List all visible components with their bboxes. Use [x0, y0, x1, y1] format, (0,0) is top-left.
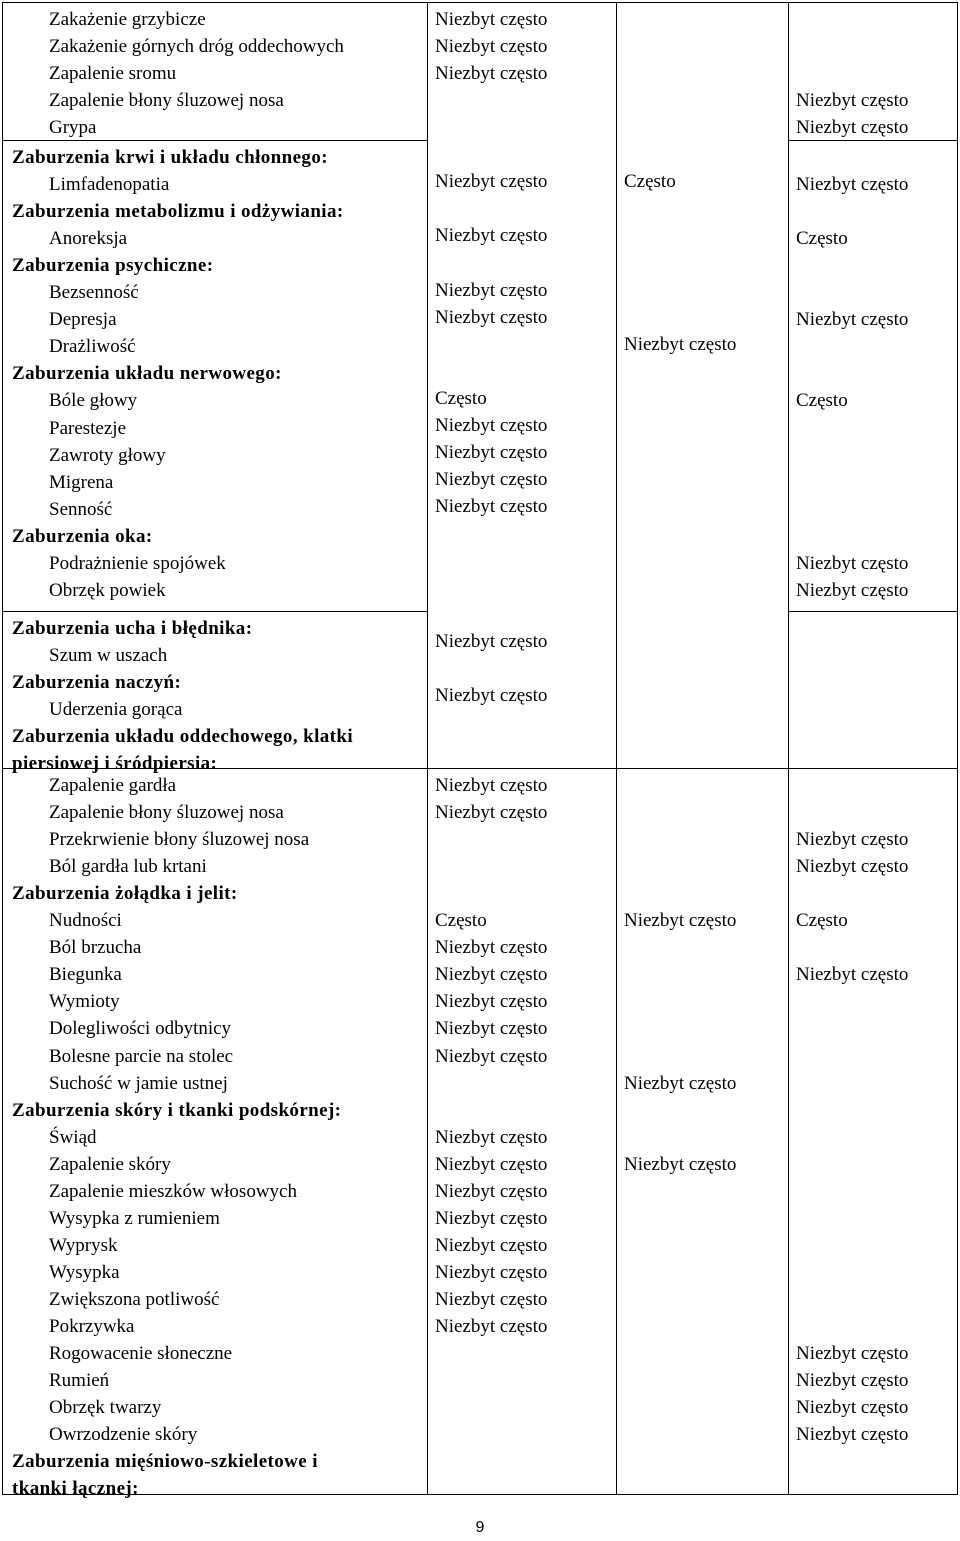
- frequency-column-3-block-3: [789, 612, 958, 769]
- frequency-value: Niezbyt często: [435, 802, 548, 824]
- reaction-label: Biegunka: [49, 964, 122, 986]
- section-heading: tkanki łącznej:: [12, 1478, 139, 1500]
- reaction-label: Wysypka z rumieniem: [49, 1207, 220, 1229]
- frequency-value: Niezbyt często: [435, 1126, 548, 1148]
- reaction-label: Pokrzywka: [49, 1316, 135, 1337]
- reaction-label: Rogowacenie słoneczne: [49, 1343, 233, 1365]
- reaction-label: Bóle głowy: [49, 390, 138, 412]
- frequency-column-2-block-1: [617, 3, 789, 769]
- frequency-value: Niezbyt często: [796, 174, 909, 196]
- frequency-value: Niezbyt często: [435, 441, 548, 463]
- reaction-label: Senność: [49, 498, 113, 520]
- frequency-value: Niezbyt często: [796, 309, 909, 331]
- reaction-label: Dolegliwości odbytnicy: [49, 1018, 232, 1040]
- section-heading: Zaburzenia żołądka i jelit:: [12, 883, 238, 905]
- reaction-label: Zapalenie skóry: [49, 1153, 171, 1175]
- section-heading: Zaburzenia układu nerwowego:: [12, 363, 282, 385]
- reaction-label: Zapalenie mieszków włosowych: [49, 1180, 297, 1202]
- frequency-value: Niezbyt często: [435, 775, 548, 796]
- frequency-value: Niezbyt często: [435, 279, 548, 301]
- frequency-value: Niezbyt często: [435, 1153, 548, 1175]
- frequency-value: Niezbyt często: [796, 90, 909, 112]
- reaction-column-block-4: [3, 769, 428, 1500]
- frequency-column-3-block-2: [789, 141, 958, 612]
- reaction-label: Zwiększona potliwość: [49, 1288, 220, 1310]
- frequency-value: Niezbyt często: [435, 9, 548, 30]
- frequency-value: Niezbyt często: [435, 225, 548, 247]
- frequency-value: Często: [796, 910, 848, 932]
- reaction-label: Szum w uszach: [49, 645, 168, 667]
- frequency-value: Niezbyt często: [435, 991, 548, 1013]
- reaction-label: Wymioty: [49, 991, 120, 1013]
- reaction-label: Zakażenie grzybicze: [49, 9, 206, 30]
- reaction-label: Migrena: [49, 471, 114, 493]
- reaction-label: Grypa: [49, 117, 97, 139]
- reaction-label: Anoreksja: [49, 228, 128, 250]
- frequency-value: Niezbyt często: [435, 171, 548, 193]
- section-heading: Zaburzenia naczyń:: [12, 672, 182, 694]
- reaction-label: Ból brzucha: [49, 937, 142, 959]
- frequency-value: Niezbyt często: [435, 937, 548, 959]
- reaction-label: Zapalenie błony śluzowej nosa: [49, 802, 284, 824]
- reaction-label: Obrzęk twarzy: [49, 1397, 162, 1419]
- frequency-value: Niezbyt często: [796, 1343, 909, 1365]
- section-heading: piersiowej i śródpiersia:: [12, 753, 218, 775]
- frequency-value: Niezbyt często: [435, 63, 548, 85]
- frequency-value: Niezbyt często: [435, 414, 548, 436]
- section-heading: Zaburzenia układu oddechowego, klatki: [12, 726, 354, 748]
- reaction-label: Zawroty głowy: [49, 444, 166, 466]
- frequency-value: Niezbyt często: [435, 964, 548, 986]
- frequency-value: Niezbyt często: [796, 579, 909, 601]
- frequency-value: Niezbyt często: [435, 495, 548, 517]
- reaction-label: Przekrwienie błony śluzowej nosa: [49, 829, 310, 851]
- frequency-value: Niezbyt często: [796, 964, 909, 986]
- reaction-column-block-2: [3, 141, 428, 612]
- section-heading: Zaburzenia mięśniowo-szkieletowe i: [12, 1451, 318, 1473]
- frequency-value: Często: [796, 390, 848, 412]
- frequency-value: Niezbyt często: [796, 117, 909, 139]
- frequency-column-2-block-4: [617, 769, 789, 1495]
- section-heading: Zaburzenia ucha i błędnika:: [12, 618, 253, 639]
- reaction-label: Uderzenia gorąca: [49, 699, 183, 721]
- frequency-value: Niezbyt często: [435, 36, 548, 58]
- frequency-value: Niezbyt często: [624, 1072, 737, 1094]
- reaction-label: Suchość w jamie ustnej: [49, 1072, 228, 1094]
- reaction-label: Obrzęk powiek: [49, 579, 166, 601]
- frequency-column-1-block-1: [428, 3, 617, 769]
- reaction-label: Nudności: [49, 910, 122, 932]
- frequency-value: Niezbyt często: [435, 685, 548, 707]
- reaction-label: Bezsenność: [49, 282, 139, 304]
- frequency-column-3-block-4: [789, 769, 958, 1495]
- reaction-column-block-1: [3, 3, 428, 141]
- reaction-label: Zapalenie gardła: [49, 775, 177, 796]
- reaction-label: Zapalenie sromu: [49, 63, 177, 85]
- frequency-value: Niezbyt często: [435, 468, 548, 490]
- frequency-value: Często: [624, 171, 676, 193]
- frequency-value: Niezbyt często: [796, 856, 909, 878]
- adverse-reactions-table: [2, 2, 958, 1500]
- frequency-value: Niezbyt często: [624, 333, 737, 355]
- reaction-label: Depresja: [49, 309, 117, 331]
- reaction-label: Limfadenopatia: [49, 174, 170, 196]
- frequency-value: Często: [435, 910, 487, 932]
- reaction-label: Wysypka: [49, 1261, 120, 1283]
- frequency-value: Niezbyt często: [435, 1180, 548, 1202]
- frequency-value: Niezbyt często: [435, 1234, 548, 1256]
- section-heading: Zaburzenia metabolizmu i odżywiania:: [12, 201, 344, 223]
- frequency-value: Niezbyt często: [796, 1397, 909, 1419]
- section-heading: Zaburzenia oka:: [12, 525, 153, 547]
- frequency-value: Niezbyt często: [435, 1018, 548, 1040]
- frequency-value: Niezbyt często: [796, 1370, 909, 1392]
- frequency-value: Często: [435, 387, 487, 409]
- reaction-label: Podrażnienie spojówek: [49, 552, 226, 574]
- section-heading: Zaburzenia krwi i układu chłonnego:: [12, 147, 328, 168]
- reaction-label: Rumień: [49, 1370, 110, 1392]
- frequency-value: Niezbyt często: [624, 910, 737, 932]
- reaction-column-block-3: [3, 612, 428, 775]
- frequency-value: Niezbyt często: [435, 1288, 548, 1310]
- frequency-value: Niezbyt często: [796, 552, 909, 574]
- reaction-label: Owrzodzenie skóry: [49, 1424, 198, 1446]
- page-number: 9: [475, 1519, 485, 1536]
- reaction-label: Drażliwość: [49, 336, 136, 358]
- frequency-value: Często: [796, 228, 848, 250]
- reaction-label: Parestezje: [49, 417, 127, 439]
- frequency-value: Niezbyt często: [435, 1261, 548, 1283]
- section-heading: Zaburzenia psychiczne:: [12, 255, 214, 277]
- reaction-label: Zapalenie błony śluzowej nosa: [49, 90, 284, 112]
- frequency-value: Niezbyt często: [435, 1316, 548, 1337]
- frequency-value: Niezbyt często: [796, 1424, 909, 1446]
- frequency-value: Niezbyt często: [435, 1045, 548, 1067]
- frequency-value: Niezbyt często: [624, 1153, 737, 1175]
- frequency-column-3-block-1: [789, 3, 958, 141]
- reaction-label: Zakażenie górnych dróg oddechowych: [49, 36, 344, 58]
- frequency-value: Niezbyt często: [435, 1207, 548, 1229]
- reaction-label: Ból gardła lub krtani: [49, 856, 207, 878]
- reaction-label: Świąd: [49, 1126, 97, 1148]
- frequency-value: Niezbyt często: [796, 829, 909, 851]
- frequency-value: Niezbyt często: [435, 306, 548, 328]
- frequency-column-1-block-4: [428, 769, 617, 1495]
- reaction-label: Wyprysk: [49, 1234, 118, 1256]
- frequency-value: Niezbyt często: [435, 631, 548, 653]
- section-heading: Zaburzenia skóry i tkanki podskórnej:: [12, 1099, 342, 1121]
- reaction-label: Bolesne parcie na stolec: [49, 1045, 234, 1067]
